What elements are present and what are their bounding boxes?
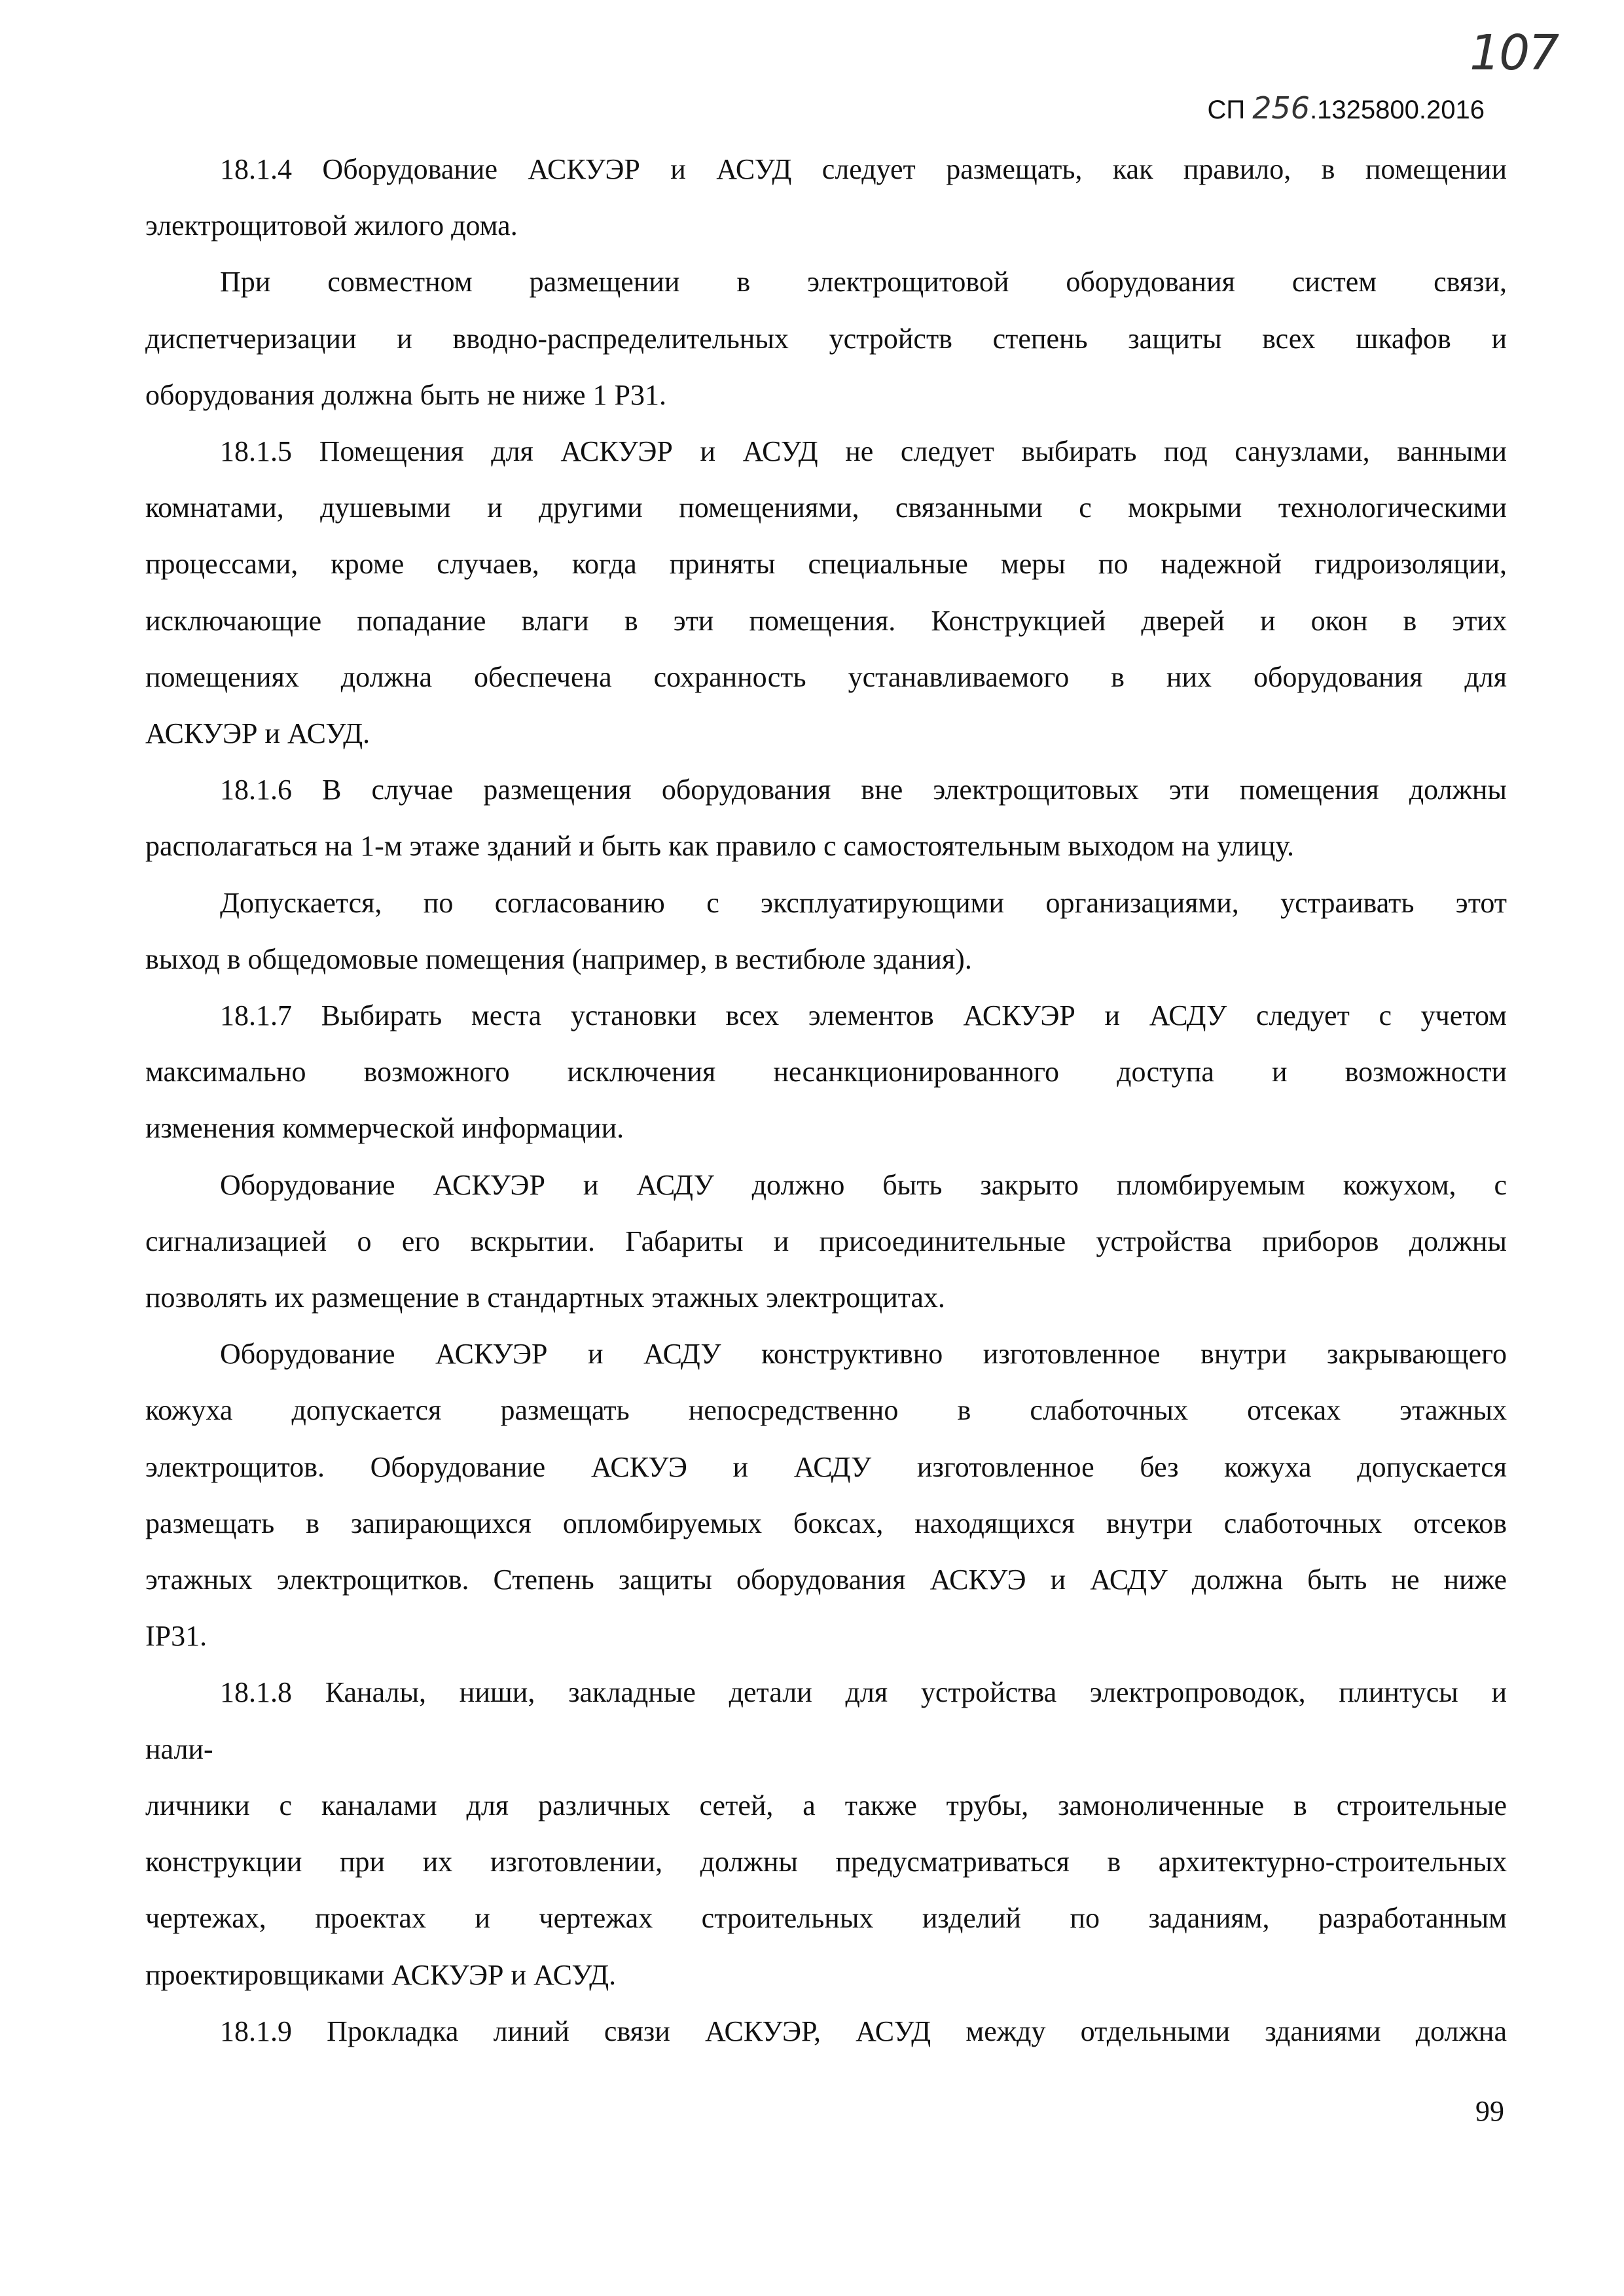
- text-line: личники с каналами для различных сетей, а также трубы, замоноличенные в строительные: [145, 1789, 1507, 1821]
- text-line: Оборудование АСКУЭР и АСДУ конструктивно изготовленное внутри закрывающего: [220, 1338, 1507, 1371]
- text-line: располагаться на 1-м этаже зданий и быть как правило с самостоятельным выходом на улицу.: [145, 830, 1294, 863]
- text-line: 18.1.5 Помещения для АСКУЭР и АСУД не следует выбирать под санузлами, ванными: [220, 435, 1507, 468]
- handwritten-page-number: 107: [1470, 25, 1559, 81]
- text-line: оборудования должна быть не ниже 1 Р31.: [145, 378, 666, 411]
- text-line: процессами, кроме случаев, когда приняты специальные меры по надежной гидроизоляции,: [145, 548, 1507, 581]
- text-line: чертежах, проектах и чертежах строительных изделий по заданиям, разработанным: [145, 1902, 1507, 1935]
- text-line: изменения коммерческой информации.: [145, 1112, 624, 1145]
- page-number: 99: [1475, 2095, 1504, 2127]
- text-line: исключающие попадание влаги в эти помещения. Конструкцией дверей и окон в этих: [145, 604, 1507, 637]
- text-line: размещать в запирающихся опломбируемых боксах, находящихся внутри слаботочных отсеков: [145, 1507, 1507, 1539]
- text-line: проектировщиками АСКУЭР и АСУД.: [145, 1958, 617, 1991]
- text-line: 18.1.6 В случае размещения оборудования вне электрощитовых эти помещения должны: [220, 774, 1507, 806]
- text-line: электрощитов. Оборудование АСКУЭ и АСДУ изготовленное без кожуха допускается: [145, 1450, 1507, 1483]
- text-line: 18.1.8 Каналы, ниши, закладные детали для устройства электропроводок, плинтусы и: [220, 1676, 1507, 1709]
- text-line: 18.1.9 Прокладка линий связи АСКУЭР, АСУД между отдельными зданиями должна: [220, 2015, 1507, 2047]
- text-line: 18.1.7 Выбирать места установки всех элементов АСКУЭР и АСДУ следует с учетом: [220, 999, 1507, 1032]
- text-line: конструкции при их изготовлении, должны предусматриваться в архитектурно-строительных: [145, 1846, 1507, 1878]
- text-line: IP31.: [145, 1620, 208, 1653]
- text-line: АСКУЭР и АСУД.: [145, 717, 370, 750]
- text-line: нали-: [145, 1732, 213, 1765]
- text-line: сигнализацией о его вскрытии. Габариты и присоединительные устройства приборов должны: [145, 1225, 1507, 1257]
- text-line: выход в общедомовые помещения (например, в вестибюле здания).: [145, 942, 972, 975]
- text-line: При совместном размещении в электрощитовой оборудования систем связи,: [220, 266, 1507, 298]
- text-line: кожуха допускается размещать непосредственно в слаботочных отсеках этажных: [145, 1394, 1507, 1427]
- text-line: помещениях должна обеспечена сохранность устанавливаемого в них оборудования для: [145, 660, 1507, 693]
- text-line: позволять их размещение в стандартных этажных электрощитах.: [145, 1282, 945, 1314]
- text-line: диспетчеризации и вводно-распределительных устройств степень защиты всех шкафов и: [145, 322, 1507, 355]
- body-text: [145, 141, 1507, 2060]
- text-line: Оборудование АСКУЭР и АСДУ должно быть закрыто пломбируемым кожухом, с: [220, 1168, 1507, 1201]
- document-code-suffix: .1325800.2016: [1310, 96, 1485, 124]
- text-line: комнатами, душевыми и другими помещениями, связанными с мокрыми технологическими: [145, 492, 1507, 524]
- document-code-prefix: СП: [1207, 96, 1253, 124]
- text-line: 18.1.4 Оборудование АСКУЭР и АСУД следует размещать, как правило, в помещении: [220, 153, 1507, 185]
- text-line: максимально возможного исключения несанкционированного доступа и возможности: [145, 1056, 1507, 1088]
- text-line: этажных электрощитков. Степень защиты оборудования АСКУЭ и АСДУ должна быть не ниже: [145, 1564, 1507, 1596]
- text-line: электрощитовой жилого дома.: [145, 209, 518, 242]
- document-code-handwritten: 256: [1252, 90, 1310, 126]
- document-code: [1208, 90, 1485, 126]
- text-line: Допускается, по согласованию с эксплуатирующими организациями, устраивать этот: [220, 886, 1507, 919]
